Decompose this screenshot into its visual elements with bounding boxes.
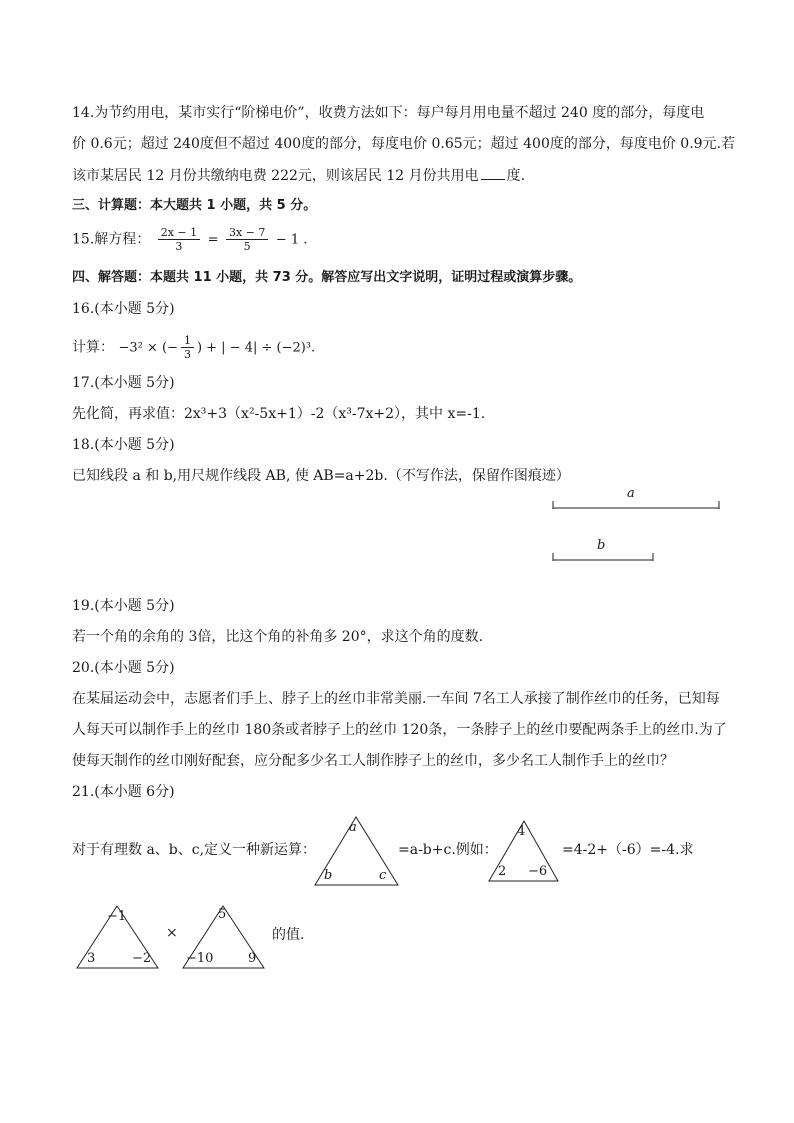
triangle-example: [486, 818, 562, 888]
q19-text: 若一个角的余角的 3倍，比这个角的补角多 20°，求这个角的度数.: [72, 629, 484, 645]
tri-ex-right: −6: [528, 864, 548, 879]
q15-equals: =: [207, 232, 219, 248]
q15-frac2-denominator: 5: [243, 240, 251, 253]
q16-frac-denominator: 3: [183, 348, 191, 361]
triangle-operand-2: [180, 903, 268, 975]
segment-b-label: b: [597, 538, 606, 553]
q21-tail: 的值.: [272, 927, 305, 943]
q15-frac2-numerator: 3x − 7: [226, 226, 268, 240]
q14-line-3: [72, 165, 525, 186]
tri-ex-left: 2: [498, 864, 507, 879]
tri-2-top: 5: [218, 907, 227, 922]
tri-def-left: b: [324, 868, 333, 883]
segment-a: [551, 486, 723, 518]
q15-fraction-left: [158, 226, 200, 253]
q18-header: 18.(本小题 5分): [72, 437, 175, 453]
q19-header: 19.(本小题 5分): [72, 598, 175, 614]
triangle-definition: [312, 814, 402, 892]
q21-intro: 对于有理数 a、b、c,定义一种新运算：: [72, 842, 317, 858]
q17-header: 17.(本小题 5分): [72, 375, 175, 391]
q21-example-text: =4-2+（-6）=-4.求: [562, 842, 694, 858]
q16-label: 计算：: [72, 339, 114, 356]
q16-expression: [72, 334, 315, 361]
q20-line-2: 人每天可以制作手上的丝巾 180条或者脖子上的丝巾 120条，一条脖子上的丝巾要配两条手上的丝巾.为了: [72, 722, 727, 738]
q14-line-1: 14.为节约用电，某市实行“阶梯电价”，收费方法如下：每户每月用电量不超过 240 度的部分，每度电: [72, 105, 705, 121]
tri-2-left: −10: [186, 951, 214, 966]
times-sign: ×: [166, 925, 178, 941]
q14-line-3-unit: 度.: [506, 168, 526, 184]
tri-1-right: −2: [132, 951, 152, 966]
q14-line-3-text: 该市某居民 12 月份共缴纳电费 222元，则该居民 12 月份共用电: [72, 168, 479, 184]
q21-header: 21.(本小题 6分): [72, 784, 175, 800]
tri-ex-top: 4: [517, 824, 526, 839]
tri-1-top: −1: [107, 909, 127, 924]
q16-pre: −3² × (−: [118, 340, 178, 356]
q15-label: 15.解方程：: [72, 231, 151, 248]
tri-1-left: 3: [87, 951, 96, 966]
q16-fraction: [181, 334, 194, 361]
q18-text: 已知线段 a 和 b,用尺规作线段 AB, 使 AB=a+2b.（不写作法，保留作图痕迹）: [72, 468, 570, 484]
q20-line-3: 使每天制作的丝巾刚好配套，应分配多少名工人制作脖子上的丝巾，多少名工人制作手上的丝巾？: [72, 753, 674, 769]
tri-def-top: a: [349, 820, 357, 835]
triangle-operand-1: [74, 903, 162, 975]
tri-def-right: c: [379, 868, 387, 883]
q16-frac-numerator: 1: [181, 334, 194, 348]
answer-blank: [481, 165, 505, 180]
q15-frac1-numerator: 2x − 1: [158, 226, 200, 240]
q15-tail: − 1 .: [275, 232, 308, 248]
segment-b: [551, 538, 657, 570]
q20-header: 20.(本小题 5分): [72, 660, 175, 676]
q14-line-2: 价 0.6元；超过 240度但不超过 400度的部分，每度电价 0.65元；超过 400度的部分，每度电价 0.9元.若: [72, 136, 736, 152]
q16-header: 16.(本小题 5分): [72, 301, 175, 317]
q21-definition-text: =a-b+c.例如：: [398, 842, 498, 858]
q17-text: 先化简，再求值：2x³+3（x²-5x+1）-2（x³-7x+2），其中 x=-1.: [72, 406, 486, 422]
tri-2-right: 9: [248, 951, 257, 966]
q15-fraction-right: [226, 226, 268, 253]
q15-equation: [72, 226, 307, 253]
section-4-heading: 四、解答题：本题共 11 小题，共 73 分。解答应写出文字说明，证明过程或演算步骤。: [72, 270, 582, 285]
q20-line-1: 在某届运动会中，志愿者们手上、脖子上的丝巾非常美丽.一车间 7名工人承接了制作丝巾的任务，已知每: [72, 691, 720, 707]
q15-frac1-denominator: 3: [175, 240, 183, 253]
section-3-heading: 三、计算题：本大题共 1 小题，共 5 分。: [72, 198, 317, 213]
segment-a-label: a: [627, 486, 635, 501]
q16-post: ) + | − 4| ÷ (−2)³.: [196, 340, 316, 356]
